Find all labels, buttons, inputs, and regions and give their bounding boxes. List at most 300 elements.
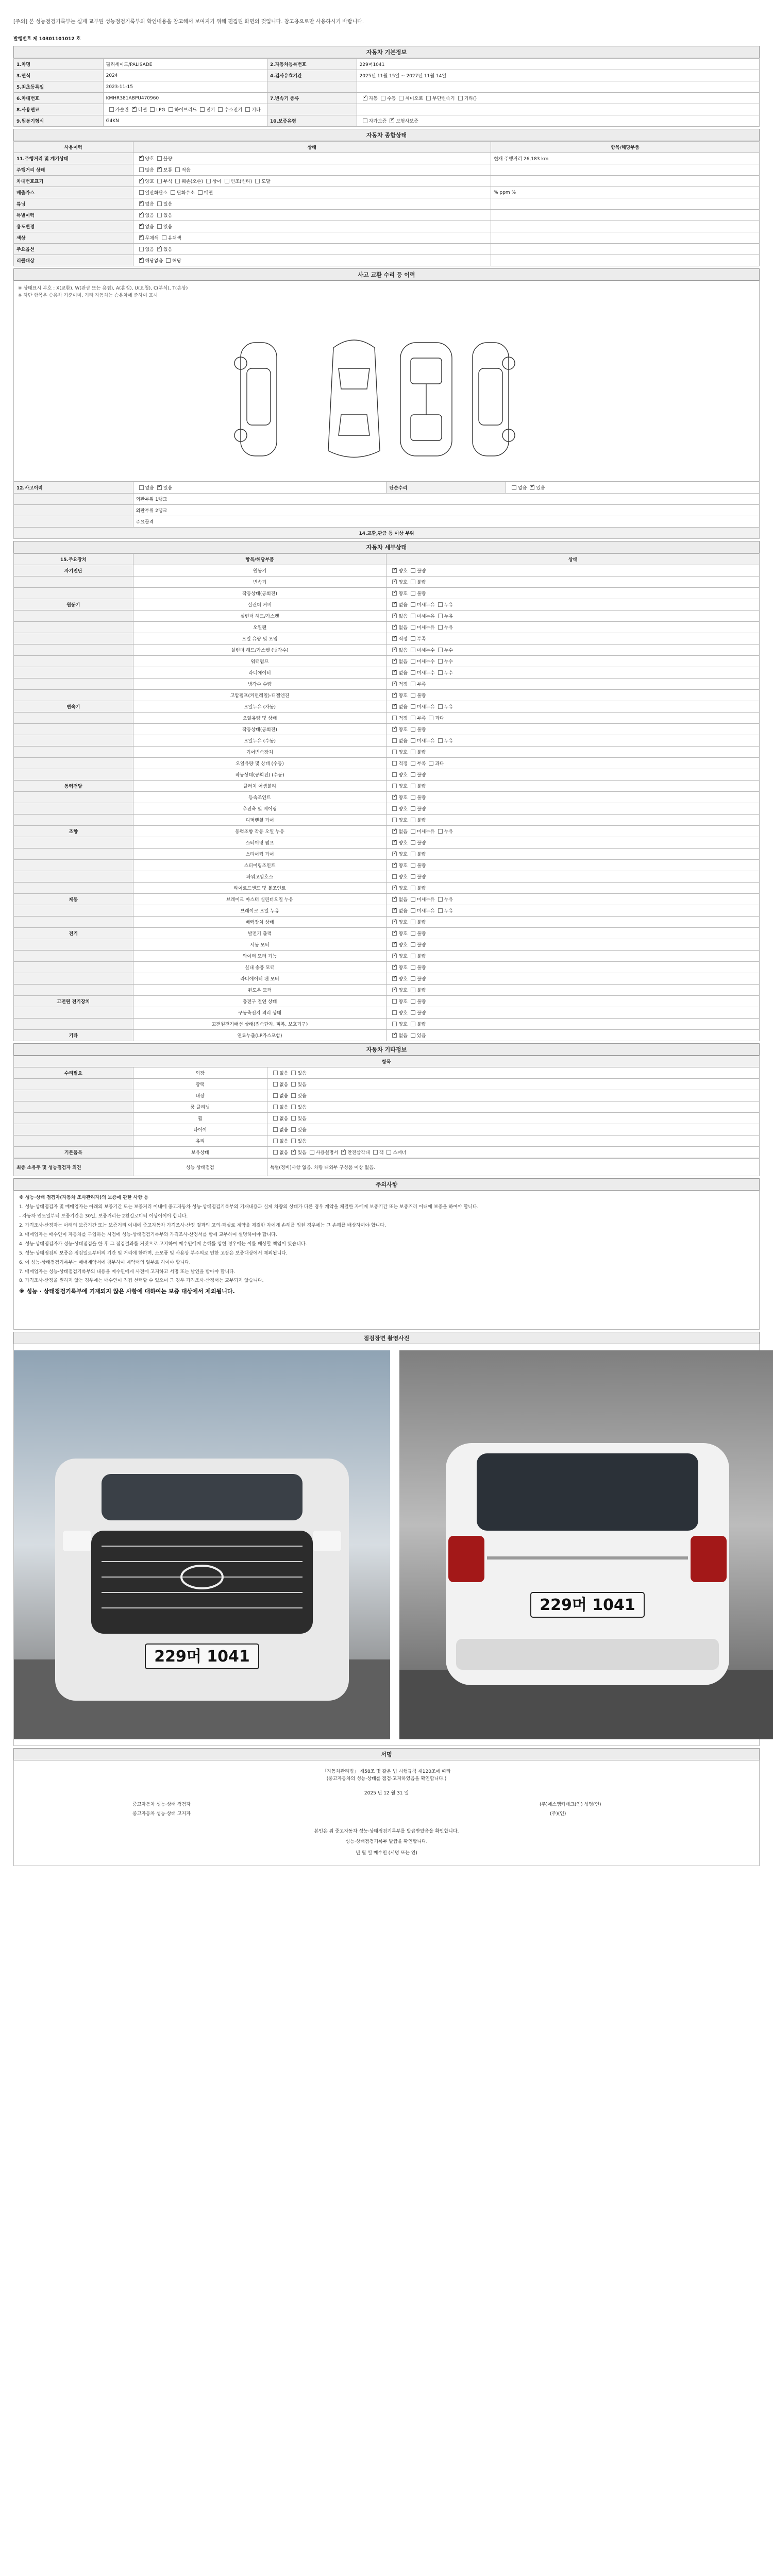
detail-item: 고전원전기배선 상태(접속단자, 피복, 보호기구) [133, 1019, 386, 1030]
checkbox-icon [139, 247, 144, 251]
detail-option-label: 누유 [444, 829, 453, 835]
fuel-option [129, 108, 147, 113]
general-option-label: 부식 [163, 179, 173, 184]
detail-row [14, 871, 760, 883]
general-option [136, 247, 154, 252]
checkbox-icon [411, 602, 415, 607]
detail-status-table [13, 553, 760, 1041]
checkbox-icon [392, 1010, 397, 1015]
extra-option-label: 없음 [279, 1139, 289, 1144]
checkbox-icon [273, 1139, 278, 1143]
accident-option-label: 있음 [163, 486, 173, 491]
detail-option-label: 과다 [435, 716, 444, 721]
extra-system: 기본품목 [14, 1147, 133, 1158]
extra-option [307, 1150, 338, 1156]
detail-option-label: 불량 [416, 988, 426, 993]
detail-option [426, 761, 444, 767]
detail-option-label: 미세누유 [416, 614, 435, 619]
note-line: 5. 성능·상태점검의 보증은 점검일로부터의 기간 및 거리에 한하며, 소모품 및 사용상 부주의로 인한 고장은 보증대상에서 제외됩니다. [19, 1250, 288, 1256]
extra-option-label: 있음 [297, 1082, 307, 1088]
checkbox-icon [411, 976, 415, 981]
detail-system [14, 690, 133, 701]
detail-option-label: 미세누유 [416, 603, 435, 608]
checkbox-icon [411, 942, 415, 947]
fuel-option [197, 108, 215, 113]
detail-option-label: 양호 [398, 795, 408, 801]
basic-info-table [13, 58, 760, 127]
checked-box-icon [392, 614, 397, 618]
extra-state [267, 1090, 759, 1101]
detail-option [389, 603, 407, 608]
general-item [491, 198, 760, 210]
detail-option-label: 불량 [416, 580, 426, 585]
detail-option-label: 누유 [444, 625, 453, 631]
detail-option [389, 965, 407, 971]
checkbox-icon [429, 761, 433, 766]
checkbox-icon [411, 614, 415, 618]
basic-row [14, 81, 760, 93]
detail-option-label: 없음 [398, 614, 408, 619]
checked-box-icon [392, 988, 397, 992]
detail-option-label: 적정 [398, 716, 408, 721]
checkbox-icon [426, 96, 431, 100]
general-option [136, 202, 154, 207]
general-option-label: 있음 [163, 247, 173, 252]
detail-option [408, 988, 426, 993]
detail-row [14, 985, 760, 996]
checked-box-icon [392, 954, 397, 958]
detail-state [386, 871, 760, 883]
transmission-option [396, 96, 423, 101]
detail-option-label: 불량 [416, 965, 426, 971]
detail-option [408, 920, 426, 925]
detail-option [389, 897, 407, 903]
detail-option-label: 누유 [444, 739, 453, 744]
checkbox-icon [392, 772, 397, 777]
detail-system [14, 792, 133, 803]
checkbox-icon [381, 96, 385, 100]
extra-option [270, 1094, 288, 1099]
detail-state [386, 894, 760, 905]
general-row [14, 244, 760, 255]
checkbox-icon [291, 1093, 296, 1098]
detail-state [386, 667, 760, 679]
general-option [136, 259, 163, 264]
detail-option-label: 양호 [398, 841, 408, 846]
basic-row [14, 93, 760, 104]
detail-state [386, 713, 760, 724]
detail-state [386, 735, 760, 747]
extra-item: 룸 클리닝 [133, 1101, 267, 1113]
detail-row [14, 645, 760, 656]
general-head-usage: 사용이력 [14, 142, 133, 153]
detail-item: 스티어링 기어 [133, 849, 386, 860]
extra-row [14, 1101, 760, 1113]
general-item: % ppm % [491, 187, 760, 198]
checkbox-icon [411, 659, 415, 664]
fuel-option-label: LPG [156, 108, 165, 113]
general-state [133, 244, 491, 255]
checkbox-icon [166, 258, 171, 263]
detail-state [386, 849, 760, 860]
accident-option-label: 없음 [145, 486, 154, 491]
detail-option [408, 977, 426, 982]
detail-option [408, 807, 426, 812]
checked-box-icon [392, 568, 397, 573]
detail-state [386, 781, 760, 792]
detail-item: 오일유량 및 상태 (수동) [133, 758, 386, 769]
detail-option [435, 648, 453, 653]
basic-value [357, 81, 759, 93]
detail-row [14, 996, 760, 1007]
general-row [14, 221, 760, 232]
detail-row [14, 849, 760, 860]
basic-value [103, 104, 267, 115]
detail-option-label: 불량 [416, 591, 426, 597]
checkbox-icon [291, 1127, 296, 1132]
checked-box-icon [392, 1033, 397, 1038]
detail-option [408, 999, 426, 1005]
general-label: 용도변경 [14, 221, 133, 232]
detail-item: 작동상태(공회전) [133, 724, 386, 735]
detail-item: 냉각수 수량 [133, 679, 386, 690]
detail-system: 자기진단 [14, 565, 133, 577]
extra-state [267, 1147, 759, 1158]
general-item: 현재 주행거리 26,183 km [491, 153, 760, 164]
extra-option [288, 1094, 306, 1099]
checked-box-icon [392, 942, 397, 947]
extra-head: 항목 [14, 1056, 760, 1067]
detail-option [435, 897, 453, 903]
checkbox-icon [411, 920, 415, 924]
detail-option [408, 773, 426, 778]
checked-box-icon [157, 485, 162, 490]
detail-state [386, 883, 760, 894]
detail-item: 오일팬 [133, 622, 386, 633]
checkbox-icon [411, 693, 415, 698]
detail-state [386, 588, 760, 599]
general-option-label: 보통 [163, 168, 173, 173]
detail-item: 실린더 헤드/가스켓 [133, 611, 386, 622]
detail-row [14, 758, 760, 769]
detail-item: 타이로드엔드 및 볼조인트 [133, 883, 386, 894]
checkbox-icon [392, 874, 397, 879]
checkbox-icon [411, 772, 415, 777]
detail-state [386, 690, 760, 701]
checked-box-icon [392, 636, 397, 641]
detail-option [389, 591, 407, 597]
extra-option [288, 1071, 306, 1076]
general-status-title: 자동차 종합상태 [13, 129, 760, 141]
checkbox-icon [411, 704, 415, 709]
extra-option [270, 1116, 288, 1122]
detail-option-label: 적정 [398, 682, 408, 687]
detail-row [14, 577, 760, 588]
general-option [136, 157, 154, 162]
detail-option-label: 적정 [398, 761, 408, 767]
warranty-option [386, 119, 418, 124]
detail-option [408, 954, 426, 959]
checkbox-icon [171, 190, 175, 195]
detail-state [386, 758, 760, 769]
detail-item: 오일유량 및 상태 [133, 713, 386, 724]
checked-box-icon [139, 258, 144, 263]
detail-state [386, 679, 760, 690]
detail-system [14, 758, 133, 769]
detail-option-label: 미세누유 [416, 705, 435, 710]
detail-option-label: 없음 [398, 648, 408, 653]
detail-option-label: 누유 [444, 705, 453, 710]
basic-label: 8.사용연료 [14, 104, 104, 115]
checked-box-icon [139, 156, 144, 161]
checkbox-icon [411, 682, 415, 686]
checked-box-icon [392, 908, 397, 913]
basic-row [14, 104, 760, 115]
opinion-table [13, 1158, 760, 1176]
sign-notifier-label: 중고자동차 성능·상태 고지자 [132, 1811, 191, 1817]
detail-option [408, 829, 435, 835]
detail-option-label: 불량 [416, 886, 426, 891]
detail-item: 시동 모터 [133, 939, 386, 951]
sign-confirm1: 본인은 위 중고자동차 성능·상태점검기록부를 발급받았음을 확인합니다. [314, 1829, 459, 1834]
detail-option-label: 양호 [398, 943, 408, 948]
checkbox-icon [411, 829, 415, 834]
checkbox-icon [411, 761, 415, 766]
detail-option-label: 있음 [416, 1033, 426, 1039]
detail-option-label: 불량 [416, 693, 426, 699]
detail-option [408, 886, 426, 891]
detail-option [389, 693, 407, 699]
detail-state [386, 860, 760, 871]
detail-state [386, 803, 760, 815]
transmission-option [455, 96, 477, 101]
basic-value: 2025년 11월 15일 ~ 2027년 11월 14일 [357, 70, 759, 81]
general-option [159, 236, 181, 241]
detail-option [408, 580, 426, 585]
detail-system [14, 917, 133, 928]
detail-option [389, 580, 407, 585]
checkbox-icon [245, 107, 250, 112]
general-option-label: 변조(변타) [230, 179, 253, 184]
detail-option [408, 852, 426, 857]
extra-row [14, 1090, 760, 1101]
detail-row [14, 815, 760, 826]
basic-label: 6.차대번호 [14, 93, 104, 104]
detail-option [408, 761, 426, 767]
checkbox-icon [411, 931, 415, 936]
detail-system [14, 939, 133, 951]
detail-option-label: 부족 [416, 716, 426, 721]
detail-option [408, 818, 426, 823]
general-option-label: 상이 [212, 179, 222, 184]
detail-item: 클러치 어셈블리 [133, 781, 386, 792]
extra-item: 휠 [133, 1113, 267, 1124]
extra-option-label: 없음 [279, 1105, 289, 1110]
detail-system [14, 656, 133, 667]
detail-option-label: 불량 [416, 818, 426, 823]
extra-option-label: 잭 [379, 1150, 384, 1156]
detail-option [389, 999, 407, 1005]
detail-head-system: 15.주요장치 [14, 554, 133, 565]
checkbox-icon [411, 886, 415, 890]
detail-option [408, 965, 426, 971]
general-state [133, 187, 491, 198]
detail-state [386, 962, 760, 973]
detail-option [408, 897, 435, 903]
checked-box-icon [139, 179, 144, 183]
detail-item: 실내 송풍 모터 [133, 962, 386, 973]
detail-option-label: 없음 [398, 625, 408, 631]
checkbox-icon [438, 648, 443, 652]
detail-option-label: 불량 [416, 795, 426, 801]
checked-box-icon [392, 693, 397, 698]
damage-legend [18, 285, 755, 300]
detail-system [14, 1007, 133, 1019]
checked-box-icon [132, 107, 137, 112]
detail-option [389, 886, 407, 891]
basic-label: 7.변속기 종류 [267, 93, 357, 104]
detail-option-label: 없음 [398, 897, 408, 903]
general-label: 특별이력 [14, 210, 133, 221]
extra-option-label: 없음 [279, 1150, 289, 1156]
general-item [491, 164, 760, 176]
basic-label: 10.보증유형 [267, 115, 357, 127]
note-line: ※ 성능·상태 점검자(자동차 조사관리자)의 보증에 관한 사항 등 [19, 1195, 148, 1200]
checkbox-icon [411, 1010, 415, 1015]
fuel-option [147, 108, 165, 113]
detail-option-label: 누유 [444, 909, 453, 914]
detail-option [389, 671, 407, 676]
detail-row [14, 962, 760, 973]
detail-option [408, 648, 435, 653]
fuel-option-label: 기타 [251, 108, 261, 113]
detail-option [389, 659, 407, 665]
detail-system: 원동기 [14, 599, 133, 611]
checked-box-icon [390, 118, 394, 123]
detail-option-label: 미세누수 [416, 648, 435, 653]
checkbox-icon [139, 485, 144, 490]
checkbox-icon [399, 96, 404, 100]
detail-item: 오일 유량 및 오염 [133, 633, 386, 645]
checkbox-icon [273, 1105, 278, 1109]
general-option [136, 236, 159, 241]
general-option [154, 179, 172, 184]
general-option-label: 무채색 [145, 236, 159, 241]
extra-state [267, 1113, 759, 1124]
fuel-option [215, 108, 242, 113]
detail-row [14, 701, 760, 713]
general-option [136, 191, 167, 196]
detail-item: 라디에이터 팬 모터 [133, 973, 386, 985]
detail-option-label: 없음 [398, 739, 408, 744]
document-number: 발행번호 제 10301101012 호 [13, 37, 81, 42]
detail-option-label: 양호 [398, 920, 408, 925]
general-option-label: 일산화탄소 [145, 191, 167, 196]
detail-option [408, 750, 426, 755]
checkbox-icon [273, 1082, 278, 1087]
note-line: 4. 성능·상태점검자가 성능·상태점검을 한 후 그 점검결과를 거짓으로 고지하여 매수인에게 손해를 입힌 경우에는 이를 배상할 책임이 있습니다. [19, 1241, 307, 1247]
fuel-option-label: 가솔린 [115, 108, 129, 113]
checked-box-icon [392, 602, 397, 607]
detail-system [14, 962, 133, 973]
detail-option-label: 불량 [416, 784, 426, 789]
detail-system [14, 883, 133, 894]
detail-option [389, 625, 407, 631]
general-state [133, 255, 491, 266]
general-row [14, 255, 760, 266]
checkbox-icon [255, 179, 260, 183]
detail-option-label: 없음 [398, 603, 408, 608]
detail-system [14, 611, 133, 622]
detail-option [408, 931, 426, 937]
detail-item: 동력조향 작동 오일 누유 [133, 826, 386, 837]
general-item [491, 232, 760, 244]
detail-state [386, 611, 760, 622]
detail-option [389, 931, 407, 937]
notes-box [13, 1191, 760, 1330]
checkbox-icon [411, 818, 415, 822]
signature-box [13, 1760, 760, 1866]
repair-option-label: 있음 [536, 486, 545, 491]
detail-row [14, 951, 760, 962]
detail-option [408, 739, 435, 744]
detail-option-label: 불량 [416, 977, 426, 982]
detail-state [386, 701, 760, 713]
extra-system [14, 1136, 133, 1147]
extra-option [288, 1116, 306, 1122]
detail-state [386, 826, 760, 837]
detail-item: 파워고압호스 [133, 871, 386, 883]
sign-buyer-date: 년 월 일 매수인 (서명 또는 인) [356, 1851, 417, 1856]
checked-box-icon [392, 863, 397, 868]
checkbox-icon [386, 1150, 391, 1155]
detail-item: 추진축 및 베어링 [133, 803, 386, 815]
detail-option-label: 양호 [398, 863, 408, 869]
checkbox-icon [273, 1071, 278, 1075]
checkbox-icon [206, 179, 211, 183]
detail-state [386, 656, 760, 667]
detail-item: 변속기 [133, 577, 386, 588]
extra-option [270, 1082, 288, 1088]
detail-row [14, 939, 760, 951]
general-row [14, 164, 760, 176]
front-plate-text: 229머 1041 [154, 1648, 250, 1666]
rear-photo [399, 1350, 773, 1739]
extra-row [14, 1136, 760, 1147]
checkbox-icon [411, 727, 415, 732]
detail-row [14, 622, 760, 633]
checkbox-icon [392, 818, 397, 822]
detail-system: 고전원 전기장치 [14, 996, 133, 1007]
checkbox-icon [218, 107, 223, 112]
sign-inspector-label: 중고자동차 성능·상태 점검자 [132, 1802, 191, 1807]
extra-system [14, 1079, 133, 1090]
basic-value: G4KN [103, 115, 267, 127]
detail-head-item: 항목/해당부품 [133, 554, 386, 565]
extra-option [288, 1150, 306, 1156]
detail-system [14, 713, 133, 724]
detail-system [14, 769, 133, 781]
detail-item: 스티어링 펌프 [133, 837, 386, 849]
detail-option-label: 양호 [398, 591, 408, 597]
note-line: 2. 가격조사·산정자는 아래의 보증기간 또는 보증거리 이내에 중고자동차 가격조사·산정 결과의 고의·과실로 계약을 체결한 자에게 손해를 입힌 경우에는 그 손해를 배상하여야 합니다. [19, 1223, 386, 1228]
sign-line1: 「자동차관리법」 제58조 및 같은 법 시행규칙 제120조에 따라 [322, 1769, 451, 1774]
checkbox-icon [438, 625, 443, 630]
detail-row [14, 588, 760, 599]
detail-option [389, 875, 407, 880]
basic-info-title: 자동차 기본정보 [13, 46, 760, 58]
detail-option-label: 양호 [398, 988, 408, 993]
